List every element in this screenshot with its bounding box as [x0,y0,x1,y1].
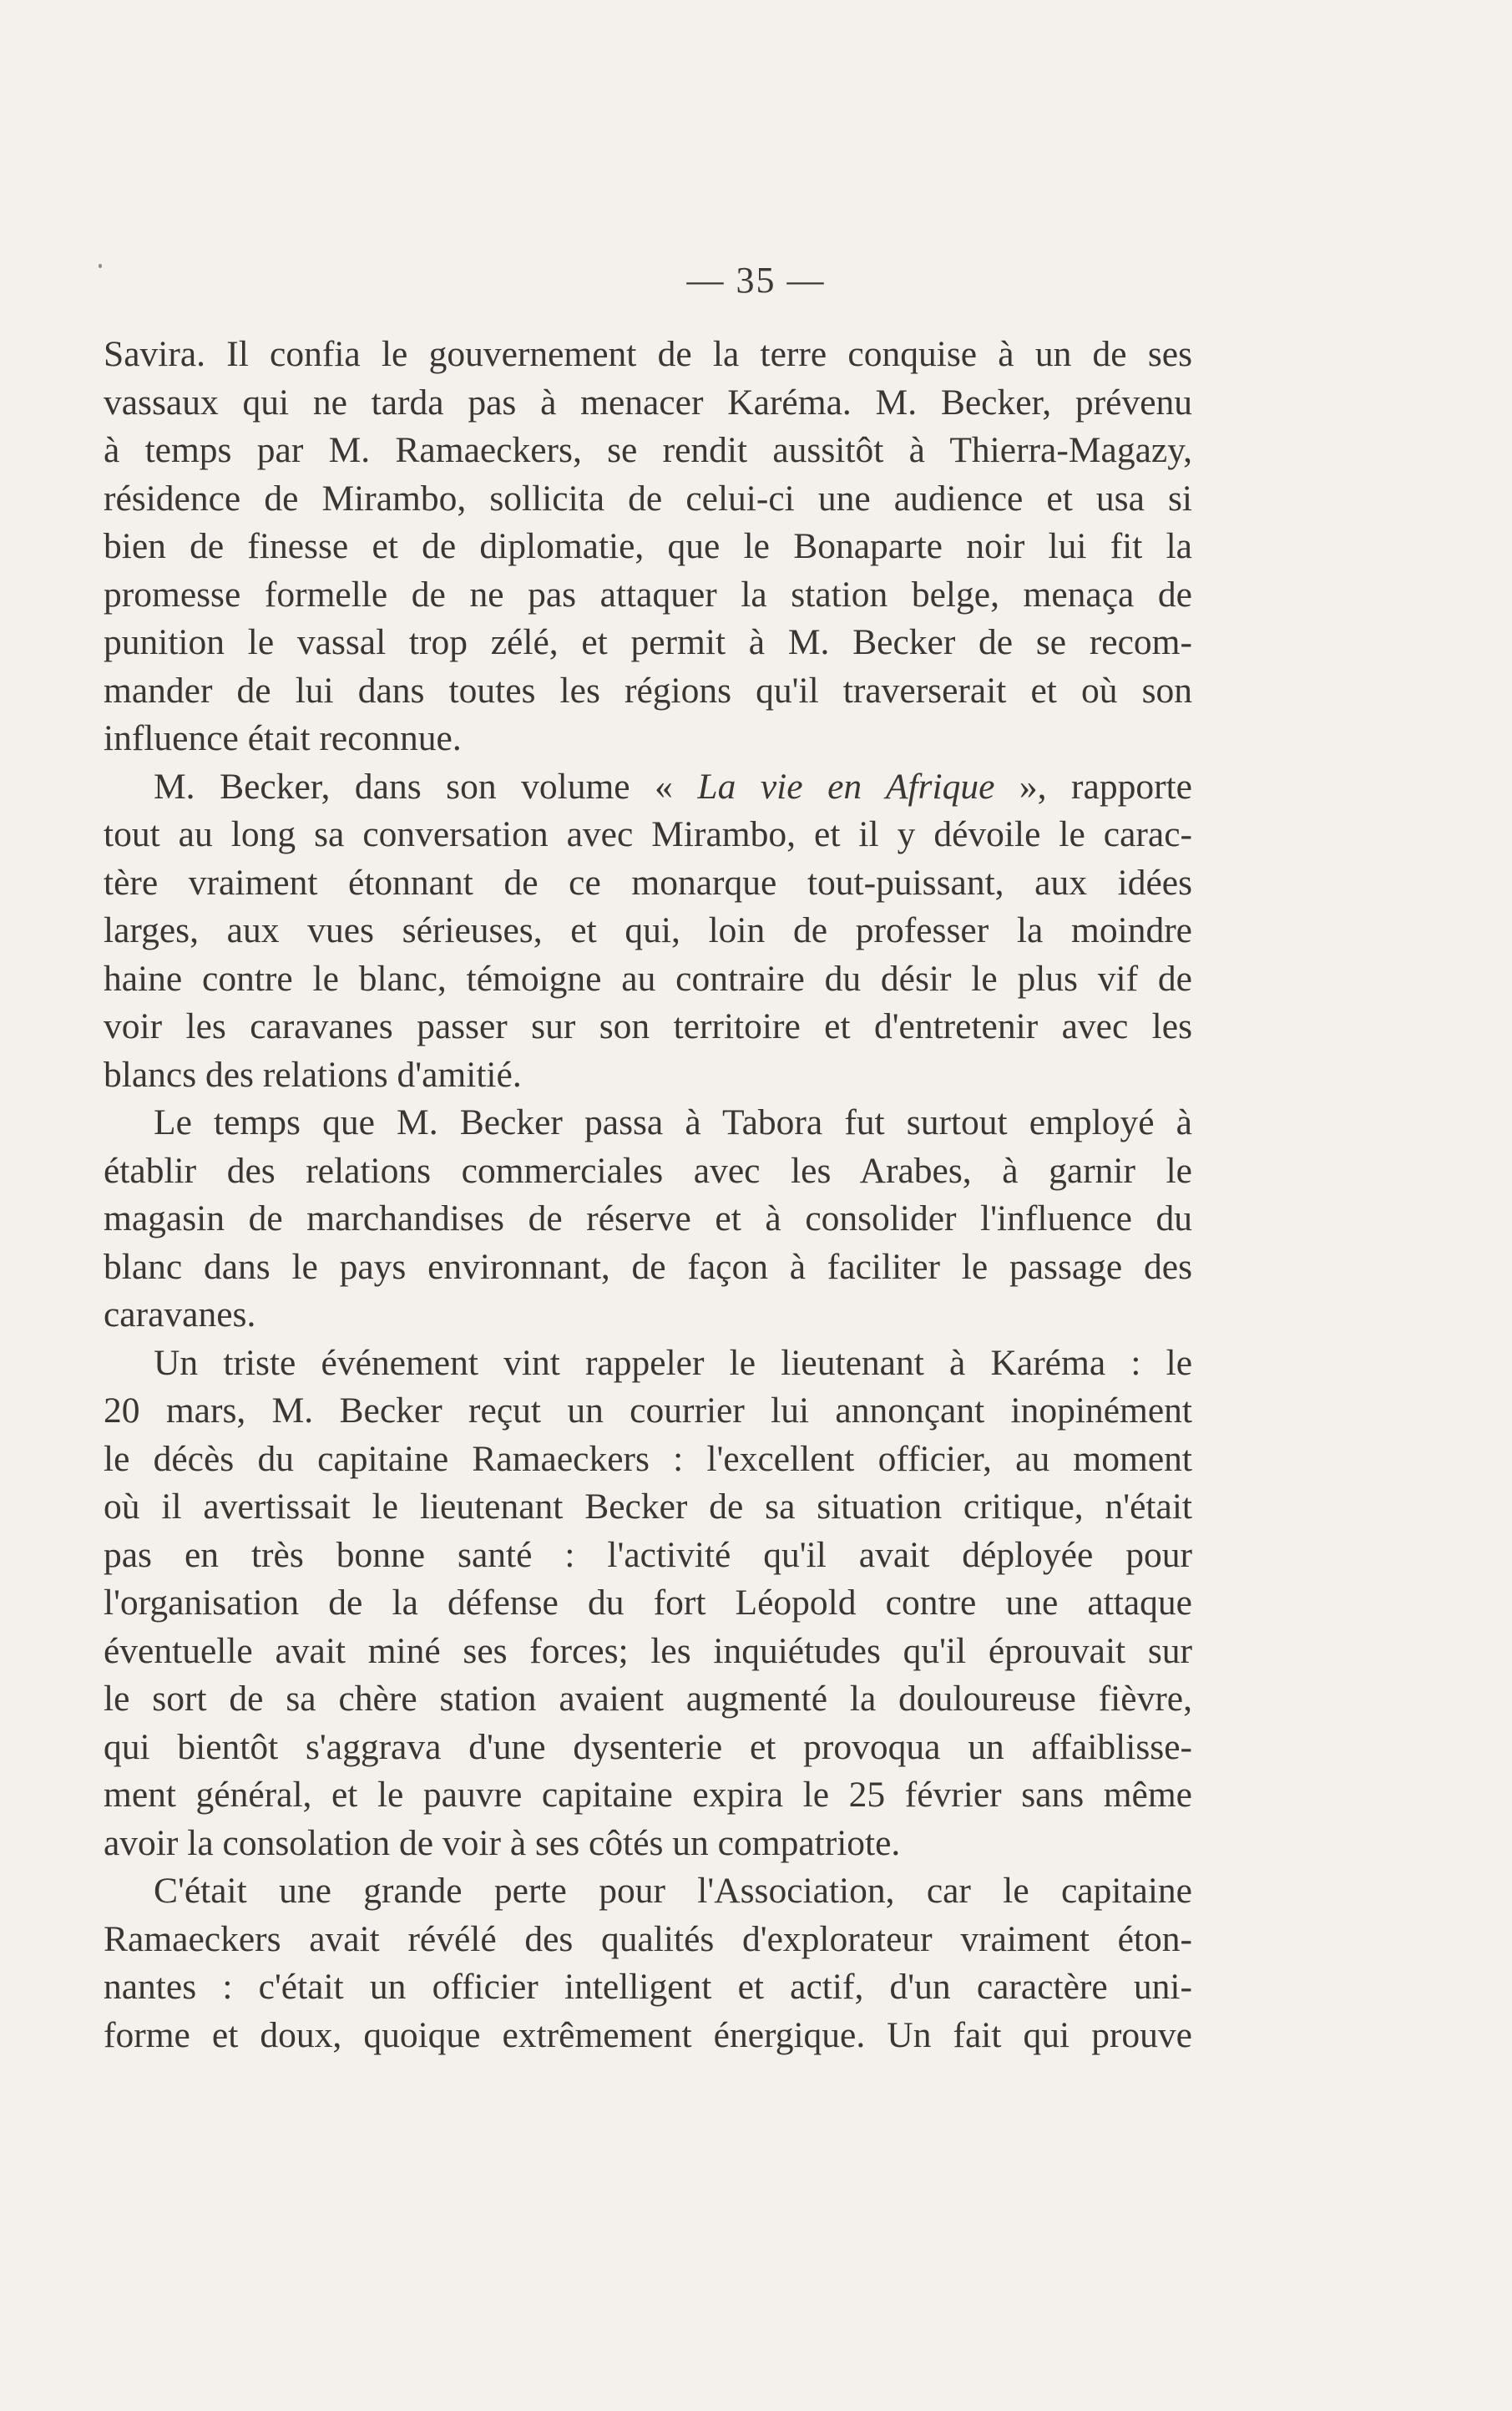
text-line: éventuelle avait miné ses forces; les inquiétudes qu'il éprouvait sur [104,1630,1192,1671]
text-line: l'organisation de la défense du fort Léopold contre une attaque [104,1583,1192,1623]
text-line-book-title [104,763,1192,812]
text-line: le sort de sa chère station avaient augmenté la douloureuse fièvre, [104,1679,1192,1719]
book-title: La vie en Afrique [697,766,995,807]
text-line: punition le vassal trop zélé, et permit à M. Becker de se recom- [104,622,1192,662]
text-line: blancs des relations d'amitié. [104,1054,522,1095]
text-line: promesse formelle de ne pas attaquer la station belge, menaça de [104,574,1192,615]
text-line: pas en très bonne santé : l'activité qu'il avait déployée pour [104,1534,1192,1575]
text-line: magasin de marchandises de réserve et à consolider l'influence du [104,1198,1192,1238]
page-number: — 35 — [686,260,826,301]
text-line: avoir la consolation de voir à ses côtés un compatriote. [104,1822,901,1863]
text-line: résidence de Mirambo, sollicita de celui-ci une audience et usa si [104,478,1192,519]
text-line: Savira. Il confia le gouvernement de la terre conquise à un de ses [104,334,1192,374]
text-line: blanc dans le pays environnant, de façon à faciliter le passage des [104,1246,1192,1287]
text-line: influence était reconnue. [104,718,462,758]
text-line: voir les caravanes passer sur son territoire et d'entretenir avec les [104,1006,1192,1046]
text-line: Un triste événement vint rappeler le lieutenant à Karéma : le [154,1342,1192,1383]
text-fragment: », rapporte [994,766,1192,807]
text-line: qui bientôt s'aggrava d'une dysenterie et provoqua un affaiblisse- [104,1726,1192,1767]
text-line: le décès du capitaine Ramaeckers : l'excellent officier, au moment [104,1438,1192,1479]
text-line: où il avertissait le lieutenant Becker de sa situation critique, n'était [104,1487,1192,1527]
text-line: ment général, et le pauvre capitaine expira le 25 février sans même [104,1775,1192,1815]
body-text [104,331,1192,2059]
text-fragment: M. Becker, dans son volume « [154,766,698,807]
text-line: nantes : c'était un officier intelligent et actif, d'un caractère uni- [104,1967,1192,2007]
text-line: haine contre le blanc, témoigne au contraire du désir le plus vif de [104,958,1192,999]
text-line: tout au long sa conversation avec Mirambo, et il y dévoile le carac- [104,814,1192,854]
text-line: larges, aux vues sérieuses, et qui, loin de professer la moindre [104,910,1192,950]
text-line: caravanes. [104,1294,256,1335]
text-line: 20 mars, M. Becker reçut un courrier lui annonçant inopinément [104,1390,1192,1431]
text-line: bien de finesse et de diplomatie, que le Bonaparte noir lui fit la [104,526,1192,566]
text-line: vassaux qui ne tarda pas à menacer Karéma. M. Becker, prévenu [104,382,1192,423]
text-line: établir des relations commerciales avec les Arabes, à garnir le [104,1150,1192,1191]
text-line: tère vraiment étonnant de ce monarque tout-puissant, aux idées [104,862,1192,903]
text-line: Ramaeckers avait révélé des qualités d'explorateur vraiment éton- [104,1918,1192,1959]
text-line: mander de lui dans toutes les régions qu'il traverserait et où son [104,670,1192,711]
text-line: forme et doux, quoique extrêmement énergique. Un fait qui prouve [104,2014,1192,2055]
text-line: Le temps que M. Becker passa à Tabora fut surtout employé à [154,1102,1192,1142]
text-line: à temps par M. Ramaeckers, se rendit aussitôt à Thierra-Magazy, [104,430,1192,470]
text-line: C'était une grande perte pour l'Association, car le capitaine [154,1871,1192,1911]
